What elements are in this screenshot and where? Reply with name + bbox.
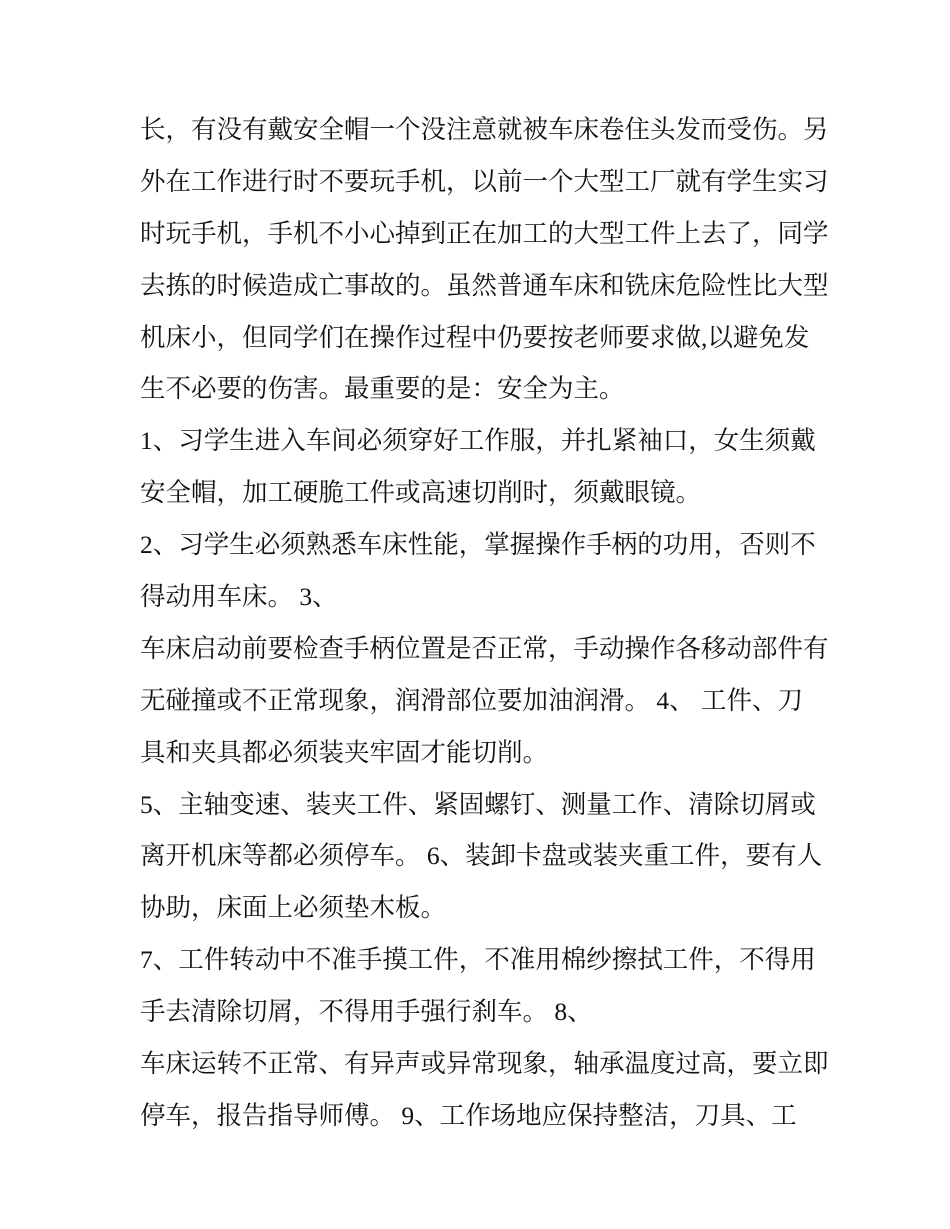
document-page bbox=[140, 104, 840, 1142]
text-line: 手去清除切屑，不得用手强行刹车。 8、 bbox=[140, 997, 593, 1027]
text-line: 车床运转不正常、有异声或异常现象，轴承温度过高，要立即 bbox=[140, 1049, 829, 1079]
text-line: 车床启动前要检查手柄位置是否正常，手动操作各移动部件有 bbox=[140, 633, 829, 663]
text-line: 停车，报告指导师傅。 9、工作场地应保持整洁，刀具、工 bbox=[140, 1100, 797, 1130]
text-line: 协助，床面上必须垫木板。 bbox=[140, 893, 447, 923]
text-line: 长，有没有戴安全帽一个没注意就被车床卷住头发而受伤。另 bbox=[140, 115, 829, 144]
text-line: 2、习学生必须熟悉车床性能，掌握操作手柄的功用，否则不 bbox=[140, 530, 816, 560]
text-line: 1、习学生进入车间必须穿好工作服，并扎紧袖口，女生须戴 bbox=[140, 426, 816, 456]
text-line: 去拣的时候造成亡事故的。虽然普通车床和铣床危险性比大型 bbox=[140, 270, 829, 300]
text-line: 得动用车床。 3、 bbox=[140, 582, 338, 612]
text-line: 机床小，但同学们在操作过程中仍要按老师要求做,以避免发 bbox=[140, 322, 810, 352]
text-line: 7、工件转动中不准手摸工件，不准用棉纱擦拭工件，不得用 bbox=[140, 945, 816, 975]
text-line: 外在工作进行时不要玩手机，以前一个大型工厂就有学生实习 bbox=[140, 166, 829, 196]
text-line: 离开机床等都必须停车。 6、装卸卡盘或装夹重工件，要有人 bbox=[140, 841, 823, 871]
text-line: 时玩手机，手机不小心掉到正在加工的大型工件上去了，同学 bbox=[140, 218, 829, 248]
text-line: 5、主轴变速、装夹工件、紧固螺钉、测量工作、清除切屑或 bbox=[140, 789, 816, 819]
text-line: 安全帽，加工硬脆工件或高速切削时，须戴眼镜。 bbox=[140, 478, 702, 508]
text-line: 无碰撞或不正常现象，润滑部位要加油润滑。 4、 工件、刀 bbox=[140, 685, 804, 715]
text-line: 具和夹具都必须装夹牢固才能切削。 bbox=[140, 737, 549, 767]
text-line: 生不必要的伤害。最重要的是：安全为主。 bbox=[140, 374, 625, 404]
